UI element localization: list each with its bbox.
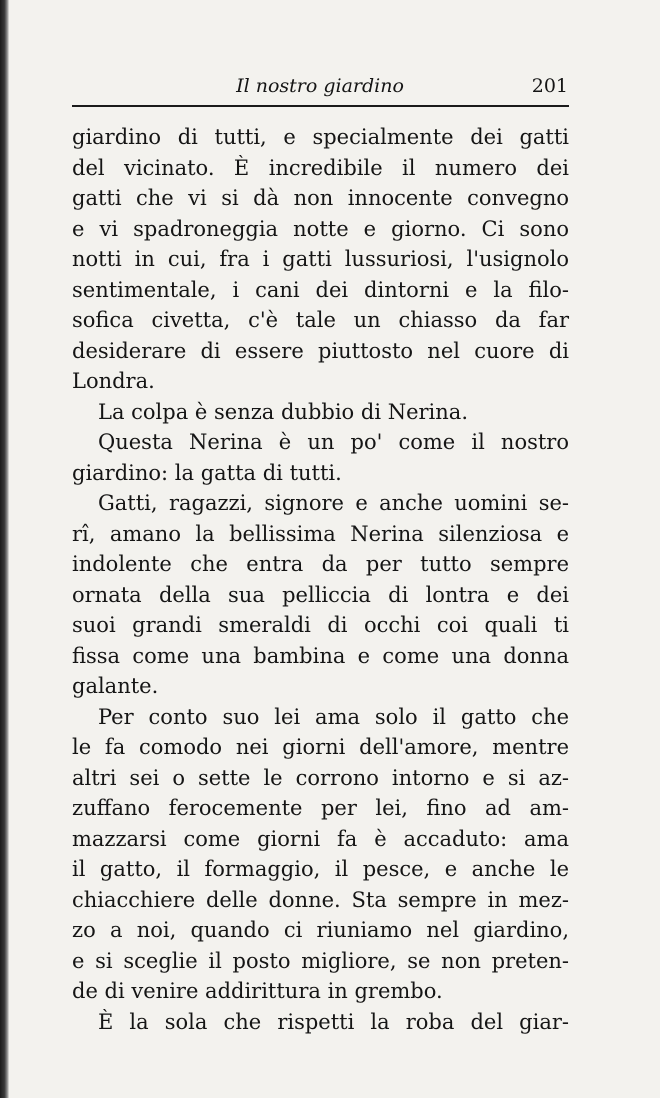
body-text: [72, 122, 569, 1037]
text-line: chiacchiere delle donne. Sta sempre in mez-: [72, 887, 569, 912]
header-rule: [72, 105, 569, 107]
text-line: zuffano ferocemente per lei, fino ad am-: [72, 796, 569, 820]
text-line: mazzarsi come giorni fa è accaduto: ama: [72, 826, 569, 851]
paragraph-start-line: È la sola che rispetti la roba del giar-: [98, 1009, 569, 1034]
text-line: rî, amano la bellissima Nerina silenziosa e: [72, 521, 569, 546]
text-line: desiderare di essere piuttosto nel cuore di: [72, 338, 569, 363]
text-line: giardino di tutti, e specialmente dei gatti: [72, 125, 569, 149]
text-line: zo a noi, quando ci riuniamo nel giardino,: [72, 918, 569, 942]
text-line: suoi grandi smeraldi di occhi coi quali ti: [72, 613, 569, 637]
paragraph-start-line: Questa Nerina è un po' come il nostro: [98, 430, 569, 454]
text-line: Londra.: [72, 369, 155, 393]
text-line: galante.: [72, 674, 159, 698]
text-line: fissa come una bambina e come una donna: [72, 643, 569, 668]
text-line: sofica civetta, c'è tale un chiasso da far: [72, 308, 569, 332]
text-line: indolente che entra da per tutto sempre: [72, 552, 569, 576]
text-line: il gatto, il formaggio, il pesce, e anche le: [72, 857, 569, 881]
text-line: e si sceglie il posto migliore, se non preten-: [72, 948, 569, 973]
page-header: [70, 74, 570, 100]
text-line: giardino: la gatta di tutti.: [72, 460, 342, 485]
text-line: del vicinato. È incredibile il numero dei: [72, 155, 569, 180]
text-line: gatti che vi si dà non innocente convegno: [72, 186, 569, 210]
text-line: de di venire addirittura in grembo.: [72, 979, 443, 1003]
running-title: Il nostro giardino: [236, 75, 404, 97]
text-line: le fa comodo nei giorni dell'amore, mentre: [72, 735, 569, 759]
paragraph-start-line: Gatti, ragazzi, signore e anche uomini se-: [98, 491, 569, 515]
text-line: notti in cui, fra i gatti lussuriosi, l'usignolo: [72, 247, 569, 271]
page-edge-shadow: [0, 0, 9, 1098]
text-line: sentimentale, i cani dei dintorni e la filo-: [72, 277, 569, 302]
text-line: altri sei o sette le corrono intorno e si az-: [72, 765, 569, 790]
paragraph-start-line: La colpa è senza dubbio di Nerina.: [98, 399, 468, 424]
paragraph-start-line: Per conto suo lei ama solo il gatto che: [98, 704, 569, 729]
page-number: 201: [531, 75, 568, 97]
text-line: e vi spadroneggia notte e giorno. Ci sono: [72, 216, 569, 241]
text-line: ornata della sua pelliccia di lontra e dei: [72, 582, 569, 607]
